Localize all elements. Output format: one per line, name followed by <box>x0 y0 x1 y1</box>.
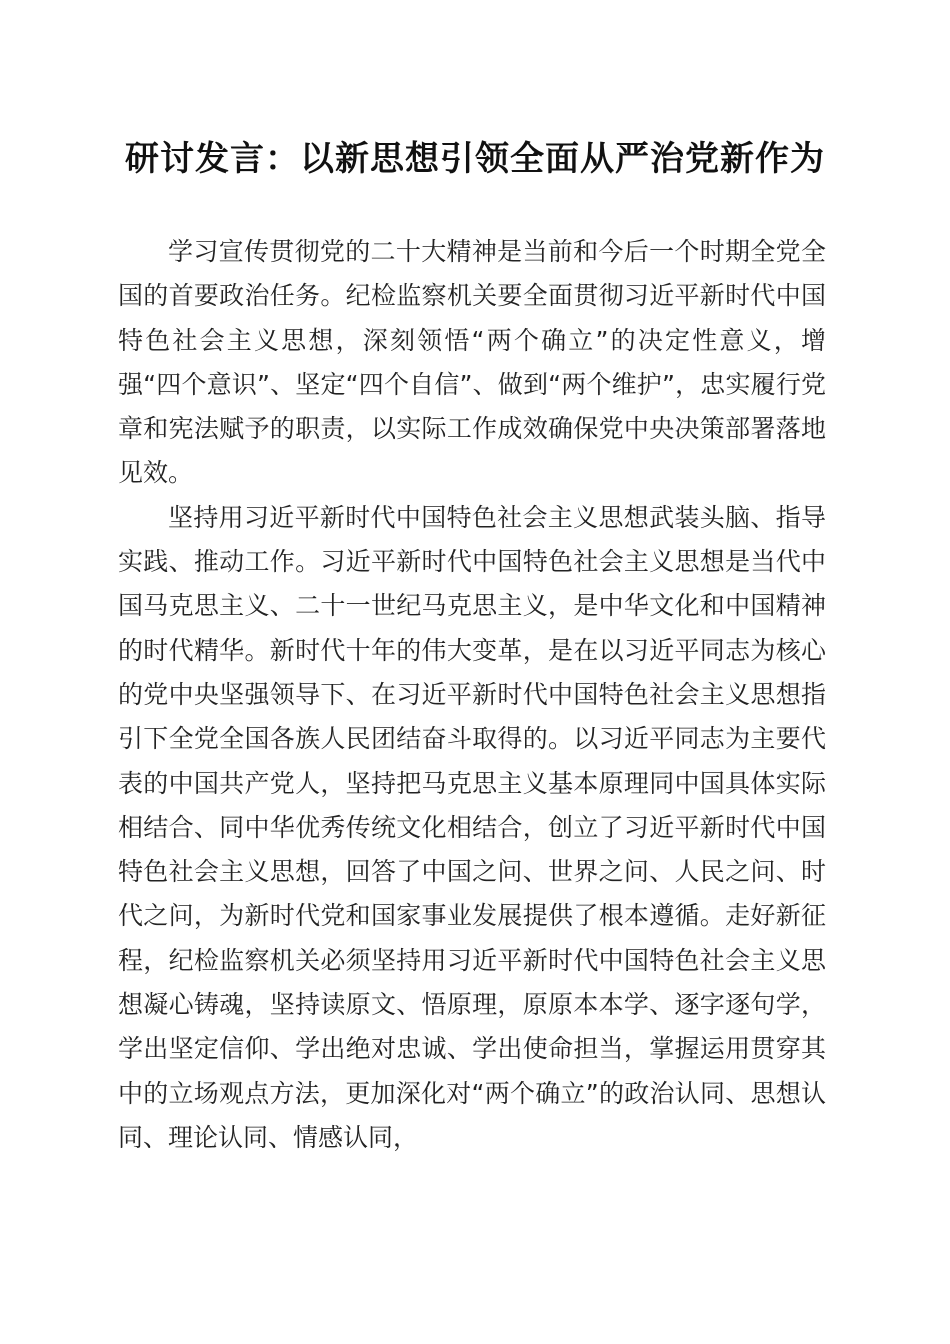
paragraph-1: 学习宣传贯彻党的二十大精神是当前和今后一个时期全党全国的首要政治任务。纪检监察机关要全面贯彻习近平新时代中国特色社会主义思想，深刻领悟“两个确立”的决定性意义，增强“四个意识”、坚定“四个自信”、做到“两个维护”，忠实履行党章和宪法赋予的职责，以实际工作成效确保党中央决策部署落地见效。 <box>118 237 826 488</box>
document-title: 研讨发言：以新思想引领全面从严治党新作为 <box>125 139 825 179</box>
paragraph-2: 坚持用习近平新时代中国特色社会主义思想武装头脑、指导实践、推动工作。习近平新时代中国特色社会主义思想是当代中国马克思主义、二十一世纪马克思主义，是中华文化和中国精神的时代精华。新时代十年的伟大变革，是在以习近平同志为核心的党中央坚强领导下、在习近平新时代中国特色社会主义思想指引下全党全国各族人民团结奋斗取得的。以习近平同志为主要代表的中国共产党人，坚持把马克思主义基本原理同中国具体实际相结合、同中华优秀传统文化相结合，创立了习近平新时代中国特色社会主义思想，回答了中国之问、世界之问、人民之问、时代之问，为新时代党和国家事业发展提供了根本遵循。走好新征程，纪检监察机关必须坚持用习近平新时代中国特色社会主义思想凝心铸魂，坚持读原文、悟原理，原原本本学、逐字逐句学，学出坚定信仰、学出绝对忠诚、学出使命担当，掌握运用贯穿其中的立场观点方法，更加深化对“两个确立”的政治认同、思想认同、理论认同、情感认同， <box>118 502 826 1152</box>
document-body <box>118 230 826 1160</box>
